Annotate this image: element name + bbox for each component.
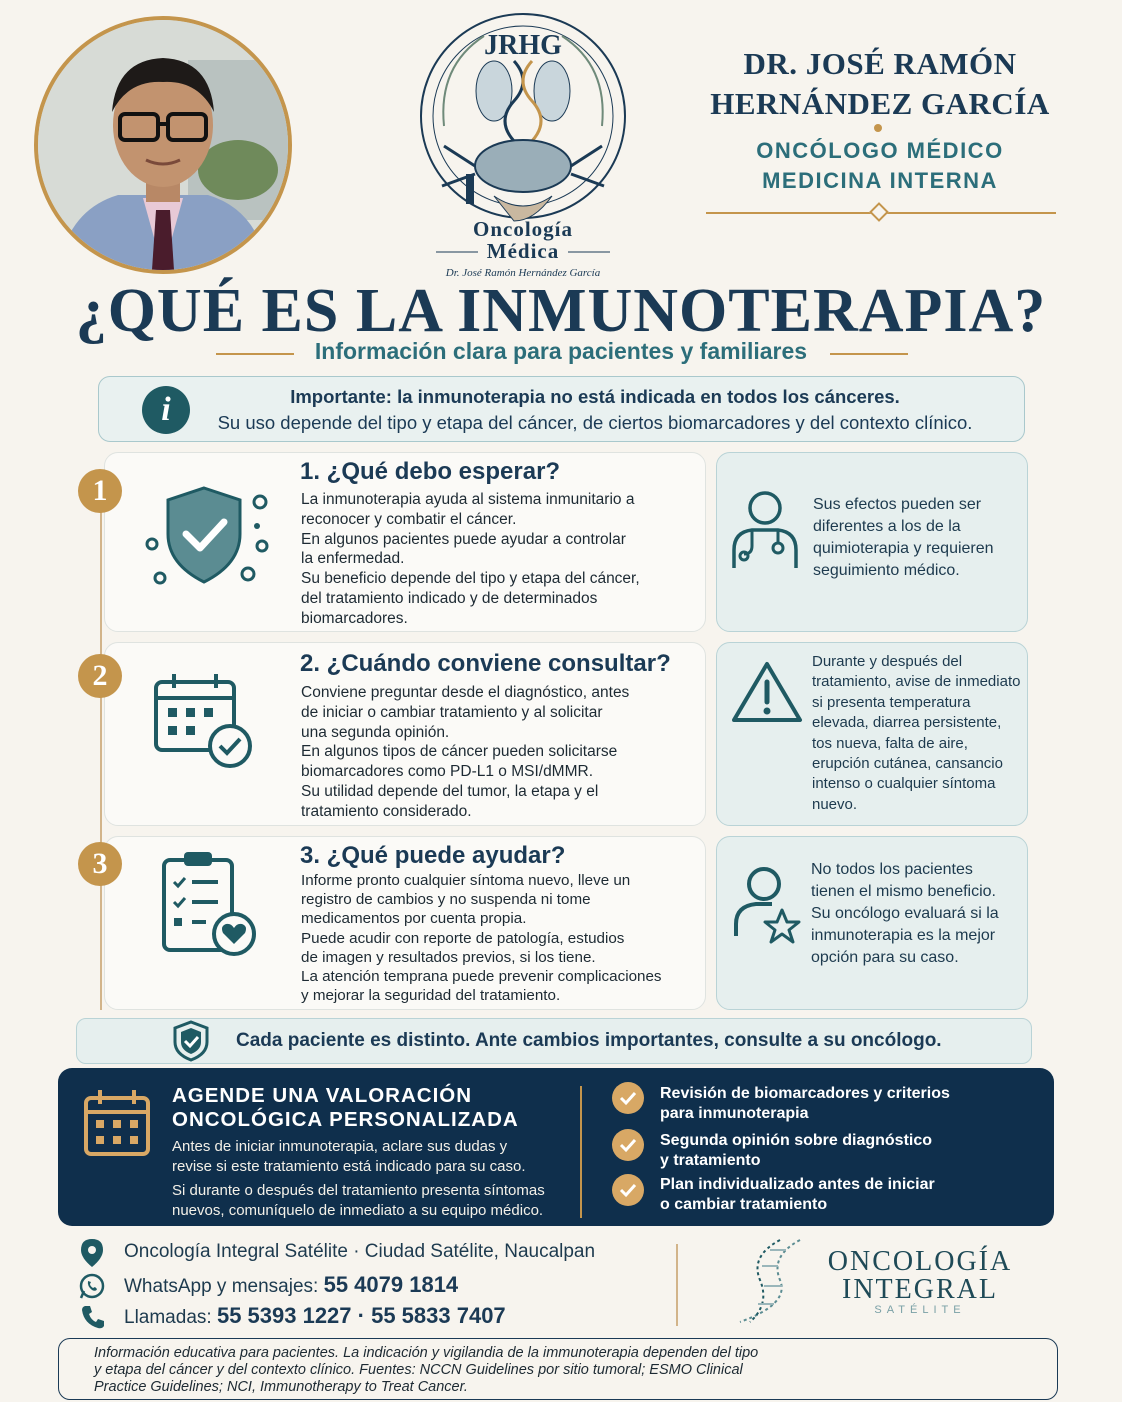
- footer-line: y etapa del cáncer y del contexto clínico. Fuentes: NCCN Guidelines por sitio tumoral; ESMO Clinical: [94, 1362, 743, 1378]
- doctor-icon: [728, 488, 802, 577]
- section-3-line: Informe pronto cualquier síntoma nuevo, lleve un: [301, 872, 631, 889]
- calls-numbers[interactable]: 55 5393 1227 · 55 5833 7407: [216, 1303, 506, 1328]
- location-text[interactable]: Oncología Integral Satélite · Ciudad Satélite, Naucalpan: [124, 1241, 596, 1262]
- side-line: inmunoterapia es la mejor: [811, 927, 996, 944]
- important-line2: Su uso depende del tipo y etapa del cáncer, de ciertos biomarcadores y del contexto clínico.: [217, 412, 973, 433]
- logo-line2: Médica: [486, 239, 560, 263]
- section-3-line: Puede acudir con reporte de patología, estudios: [301, 929, 625, 947]
- section-2-line: biomarcadores como PD-L1 o MSI/dMMR.: [301, 763, 594, 781]
- item-line: para inmunoterapia: [660, 1105, 809, 1122]
- shield-check-icon: [142, 484, 272, 591]
- section-1-line: reconocer y combatir el cáncer.: [301, 510, 517, 528]
- specialty-oncology: ONCÓLOGO MÉDICO: [756, 138, 1004, 163]
- side-line: quimioterapia y requieren: [813, 540, 994, 557]
- body-line: Antes de iniciar inmunoterapia, aclare sus dudas y: [172, 1138, 508, 1155]
- item-line: Segunda opinión sobre diagnóstico: [660, 1132, 933, 1149]
- body-line: nuevos, comuníquelo de inmediato a su equipo médico.: [172, 1201, 544, 1219]
- section-3-line: y mejorar la seguridad del tratamiento.: [301, 987, 561, 1005]
- side-line: No todos los pacientes: [811, 861, 973, 878]
- section-3-body: [301, 871, 703, 1005]
- section-1-body: [301, 490, 701, 629]
- doctor-name: [700, 44, 1060, 124]
- brand-line1: ONCOLOGÍA: [827, 1246, 1013, 1277]
- page-title: ¿QUÉ ES LA INMUNOTERAPIA?: [75, 277, 1047, 345]
- phone-icon: [80, 1304, 106, 1335]
- appointment-title: [172, 1084, 572, 1132]
- shield-icon: [172, 1020, 210, 1067]
- check-icon: [612, 1129, 644, 1161]
- body-line: Si durante o después del tratamiento presenta síntomas: [172, 1182, 545, 1199]
- section-2-line: Conviene preguntar desde el diagnóstico, antes: [301, 684, 630, 701]
- section-1-line: la enfermedad.: [301, 550, 405, 568]
- side-line: nuevo.: [812, 795, 858, 813]
- item-line: Plan individualizado antes de iniciar: [660, 1176, 935, 1193]
- section-2-line: En algunos tipos de cáncer pueden solicitarse: [301, 743, 618, 761]
- clipboard-heart-icon: [160, 848, 260, 963]
- subtitle-ornament-right: [830, 353, 908, 355]
- footer-line: Practice Guidelines; NCI, Immunotherapy to Treat Cancer.: [94, 1379, 468, 1395]
- specialty-internal-medicine: MEDICINA INTERNA: [762, 168, 998, 193]
- section-1-line: Su beneficio depende del tipo y etapa del cáncer,: [301, 570, 640, 588]
- check-icon: [612, 1174, 644, 1206]
- doctor-name-line2: HERNÁNDEZ GARCÍA: [710, 86, 1050, 121]
- item-line: y tratamiento: [660, 1152, 761, 1169]
- section-1-line: La inmunoterapia ayuda al sistema inmunitario a: [301, 491, 635, 508]
- jrhg-logo: [414, 6, 632, 282]
- section-2-line: Su utilidad depende del tumor, la etapa y el: [301, 782, 599, 800]
- logo-line1: Oncología: [472, 217, 574, 241]
- body-line: revise si este tratamiento está indicado para su caso.: [172, 1157, 526, 1175]
- section-2-title: 2. ¿Cuándo conviene consultar?: [300, 650, 671, 677]
- important-line1: Importante: la inmunoterapia no está indicada en todos los cánceres.: [290, 386, 900, 407]
- appointment-title-line1: AGENDE UNA VALORACIÓN: [172, 1084, 473, 1107]
- item-line: Revisión de biomarcadores y criterios: [660, 1085, 950, 1102]
- section-1-title: 1. ¿Qué debo esperar?: [300, 458, 561, 485]
- logo-signature: Dr. José Ramón Hernández García: [445, 267, 601, 279]
- calls-contact[interactable]: [124, 1303, 506, 1329]
- section-1-number: 1: [78, 469, 122, 513]
- side-line: Su oncólogo evaluará si la: [811, 905, 999, 922]
- side-line: intenso o cualquier síntoma: [812, 775, 996, 793]
- appointment-body-2: [172, 1181, 572, 1220]
- side-line: Durante y después del: [812, 653, 963, 670]
- appointment-item-2: [660, 1131, 1020, 1171]
- section-3-line: medicamentos por cuenta propia.: [301, 910, 527, 928]
- whatsapp-icon: [78, 1272, 106, 1305]
- calendar-icon: [82, 1088, 152, 1163]
- advice-banner-text: Cada paciente es distinto. Ante cambios importantes, consulte a su oncólogo.: [236, 1030, 942, 1051]
- section-3-line: de imagen y resultados previos, si los tiene.: [301, 948, 596, 966]
- section-2-side-text: [812, 652, 1026, 815]
- page-subtitle: Información clara para pacientes y familiares: [314, 338, 808, 364]
- side-line: opción para su caso.: [811, 949, 959, 966]
- section-2-line: una segunda opinión.: [301, 723, 450, 741]
- appointment-item-3: [660, 1175, 1020, 1215]
- doctor-name-line1: DR. JOSÉ RAMÓN: [743, 46, 1017, 81]
- gold-dot: [874, 124, 882, 132]
- section-2-line: de iniciar o cambiar tratamiento y al solicitar: [301, 703, 603, 721]
- section-3-title: 3. ¿Qué puede ayudar?: [300, 842, 566, 869]
- section-3-line: registro de cambios y no suspenda ni tome: [301, 891, 591, 909]
- dna-icon: [730, 1236, 810, 1331]
- appointment-body-1: [172, 1137, 572, 1176]
- side-line: erupción cutánea, cansancio: [812, 755, 1003, 773]
- location-pin-icon: [80, 1238, 104, 1273]
- appointment-title-line2: ONCOLÓGICA PERSONALIZADA: [172, 1108, 519, 1131]
- doctor-portrait: [34, 16, 292, 274]
- appointment-divider: [580, 1086, 582, 1218]
- side-line: Sus efectos pueden ser: [813, 496, 982, 513]
- diamond-ornament: [869, 202, 889, 222]
- side-line: si presenta temperatura: [812, 693, 971, 711]
- logo-monogram: JRHG: [484, 30, 562, 61]
- calendar-check-icon: [150, 670, 256, 775]
- warning-icon: [730, 660, 804, 729]
- side-line: tos nueva, falta de aire,: [812, 734, 968, 752]
- section-3-side-text: [811, 859, 1025, 969]
- contact-divider: [676, 1244, 678, 1326]
- info-icon: i: [142, 386, 190, 434]
- brand-line2: INTEGRAL: [842, 1274, 998, 1305]
- section-2-number: 2: [78, 654, 122, 698]
- section-1-side-text: [813, 494, 1023, 582]
- section-1-line: biomarcadores.: [301, 609, 408, 627]
- whatsapp-contact[interactable]: [124, 1272, 458, 1298]
- item-line: o cambiar tratamiento: [660, 1196, 828, 1213]
- side-line: seguimiento médico.: [813, 562, 960, 579]
- whatsapp-label: WhatsApp y mensajes:: [124, 1276, 319, 1297]
- section-2-line: tratamiento considerado.: [301, 802, 472, 820]
- section-1-line: del tratamiento indicado y de determinados: [301, 589, 598, 607]
- footer-line: Información educativa para pacientes. La indicación y vigilandia de la immunoterapia dependen del tipo: [94, 1345, 759, 1361]
- side-line: diferentes a los de la: [813, 518, 961, 535]
- section-3-number: 3: [78, 842, 122, 886]
- footer-disclaimer: [94, 1345, 974, 1396]
- section-1-line: En algunos pacientes puede ayudar a controlar: [301, 530, 626, 548]
- side-line: elevada, diarrea persistente,: [812, 714, 1002, 732]
- side-line: tienen el mismo beneficio.: [811, 883, 996, 900]
- check-icon: [612, 1082, 644, 1114]
- side-line: tratamiento, avise de inmediato: [812, 673, 1021, 691]
- calls-label: Llamadas:: [124, 1307, 212, 1328]
- whatsapp-number[interactable]: 55 4079 1814: [323, 1272, 459, 1297]
- brand-line3: SATÉLITE: [874, 1304, 966, 1316]
- appointment-item-1: [660, 1084, 1020, 1124]
- section-2-body: [301, 683, 701, 822]
- person-star-icon: [732, 864, 802, 949]
- doctor-specialties: [700, 136, 1060, 196]
- section-3-line: La atención temprana puede prevenir complicaciones: [301, 968, 662, 986]
